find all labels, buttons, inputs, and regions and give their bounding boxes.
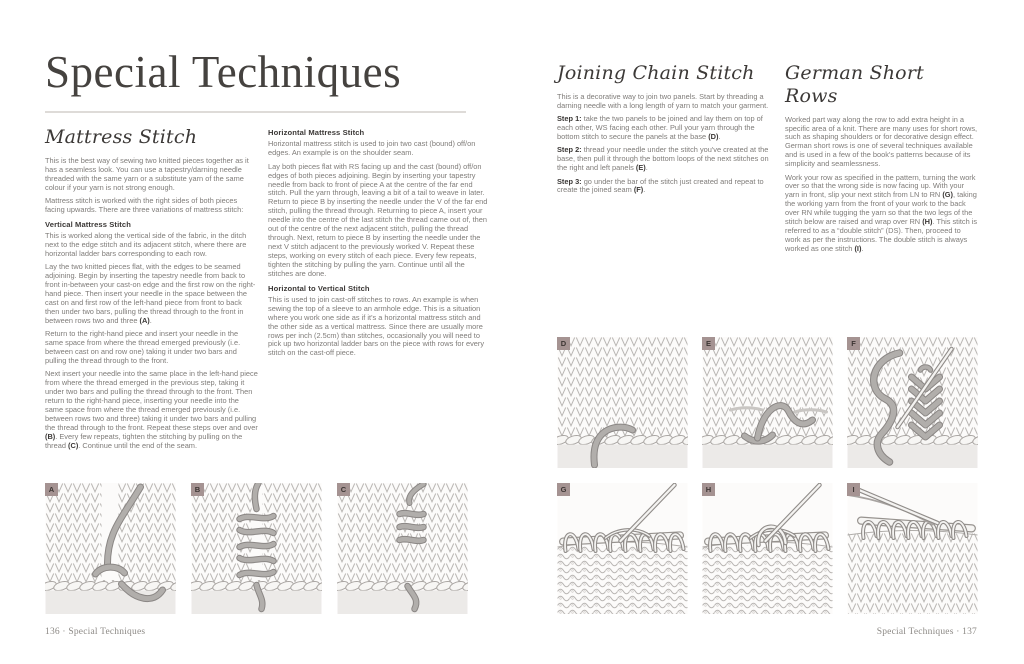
knitting-illustration-a	[45, 483, 176, 614]
footer-page-137: Special Techniques · 137	[876, 627, 977, 637]
paragraph: Worked part way along the row to add extra height in a specific area of a knit. There are many uses for short rows, such as shaping shoulders or for decorative design effect. German short rows is one of several techniques available and is used in a few of the book's patterns because of its simplicity and seamlessness.	[785, 114, 978, 169]
paragraph: Mattress stitch is worked with the right sides of both pieces facing upwards. There are three variations of mattress stitch:	[45, 195, 244, 214]
paragraph: This is the best way of sewing two knitted pieces together as it has a seamless look. You can use a tapestry/darning needle threaded with the same yarn or a substitute yarn of the same colour if your yarn is not strong enough.	[45, 155, 249, 192]
figure-e	[702, 337, 833, 468]
section-heading-german-short-rows: German Short Rows	[785, 62, 924, 107]
paragraph: Lay the two knitted pieces flat, with the edges to be seamed adjoining. Begin by inserting the tapestry needle from back to front in-between your cast-on edge and the first row on the right-hand piece. Then insert your needle in the space between the cast on and first row of the left-hand piece from front to back then under two bars, pulling the thread through to the front in between rows two and three (A).	[45, 262, 256, 325]
knitting-illustration-e	[702, 337, 833, 468]
column-horizontal-mattress	[268, 129, 488, 363]
subheading-horizontal-to-vertical-stitch: Horizontal to Vertical Stitch	[268, 283, 370, 293]
figure-label-d: D	[557, 337, 570, 350]
figure-label-e: E	[702, 337, 715, 350]
figure-c	[337, 483, 468, 614]
paragraph: This is worked along the vertical side of the fabric, in the ditch next to the edge stitch and its adjacent stitch, where there are horizontal ladder bars corresponding to each row.	[45, 231, 247, 258]
knitting-illustration-c	[337, 483, 468, 614]
figure-label-a: A	[45, 483, 58, 496]
figure-b	[191, 483, 322, 614]
figure-label-c: C	[337, 483, 350, 496]
column-mattress-stitch	[45, 126, 258, 455]
paragraph: This is used to join cast-off stitches to rows. An example is when sewing the top of a sleeve to an armhole edge. This is a situation where you work one side as if it's a horizontal mattress stitch and the other side as a vertical mattress. Since there are usually more rows per inch (2.5cm) than stitches, occasionally you will need to pick up two horizontal ladder bars on the piece with rows for every stitch on the cast-off piece.	[268, 294, 485, 358]
knitting-illustration-f	[847, 337, 978, 468]
paragraph: Return to the right-hand piece and insert your needle in the same space from where the thread emerged previously (i.e. between cast on and row one) taking it under two bars and pulling the thread through to the front.	[45, 329, 241, 365]
step-2: Step 2: thread your needle under the stitch you've created at the base, then pull it through the bottom loops of the next stitches on the right and left panels (E).	[557, 145, 769, 173]
knitting-illustration-g	[557, 483, 688, 614]
step-3: Step 3: go under the bar of the stitch just created and repeat to create the joined seam (F).	[557, 176, 764, 195]
figure-d	[557, 337, 688, 468]
title-rule	[45, 111, 466, 113]
figure-label-b: B	[191, 483, 204, 496]
paragraph: This is a decorative way to join two panels. Start by threading a darning needle with a long length of yarn to match your garment.	[557, 91, 769, 110]
knitting-illustration-b	[191, 483, 322, 614]
figure-label-g: G	[557, 483, 570, 496]
column-joining-chain-stitch	[557, 62, 773, 200]
figure-h	[702, 483, 833, 614]
subheading-vertical-mattress-stitch: Vertical Mattress Stitch	[45, 219, 131, 229]
page-title: Special Techniques	[45, 47, 402, 97]
knitting-illustration-h	[702, 483, 833, 614]
paragraph: Horizontal mattress stitch is used to join two cast (bound) off/on edges. An example is on the shoulder seam.	[268, 139, 476, 158]
section-heading-joining-chain-stitch: Joining Chain Stitch	[557, 62, 755, 84]
figure-label-i: I	[847, 483, 860, 496]
paragraph: Next insert your needle into the same place in the left-hand piece from where the thread emerged in the previous step, taking it under two bars and pulling the thread through to the front. Then return to the right-hand piece, inserting your needle into the same space from where the thread emerged previously (i.e. between rows two and three) taking it under two bars and pulling the thread through to the front. Repeat these steps over and over (B). Every few repeats, tighten the stitching by pulling on the thread (C). Continue until the end of the seam.	[45, 369, 258, 450]
figure-a	[45, 483, 176, 614]
figure-i	[847, 483, 978, 614]
step-1: Step 1: take the two panels to be joined and lay them on top of each other, WS facing each other. Pull your yarn through the bottom stitch to secure the panels at the base (D).	[557, 114, 763, 141]
knitting-illustration-i	[847, 483, 978, 614]
figure-label-f: F	[847, 337, 860, 350]
subheading-horizontal-mattress-stitch: Horizontal Mattress Stitch	[268, 128, 365, 137]
footer-page-136: 136 · Special Techniques	[45, 627, 146, 637]
paragraph: Work your row as specified in the pattern, turning the work over so that the wrong side is now facing up. With your yarn in front, slip your next stitch from LN to RN (G), taking the working yarn from the front of your work to the back over RN while tugging the yarn so that the two legs of the stitch below are raised and wrap over RN (H). This stitch is referred to as a “double stitch” (DS). Then, proceed to work as per the instructions. The double stitch is always worked as one stitch (I).	[785, 172, 978, 253]
figure-f	[847, 337, 978, 468]
figure-label-h: H	[702, 483, 715, 496]
section-heading-mattress-stitch: Mattress Stitch	[45, 126, 198, 148]
figure-g	[557, 483, 688, 614]
paragraph: Lay both pieces flat with RS facing up and the cast (bound) off/on edges of both pieces adjoining. Begin by inserting your tapestry needle from back to front of piece A at the centre of the far end stitch. Pull the yarn through, leaving a bit of a tail to weave in later. Return to piece B by inserting the needle under the V of the far end stitch, pulling the thread through. Returning to piece A, insert your needle into the centre of the last stitch the thread came out of, then out of the centre of the next adjacent stitch, pulling the thread through. Next, return to piece B by inserting the needle under the next V stitch adjacent to the previously worked V. Repeat these steps, working on every stitch of each piece. Every few repeats, tighten the stitching by pulling the yarn. Continue until all the stitches are done.	[268, 161, 488, 278]
knitting-illustration-d	[557, 337, 688, 468]
column-german-short-rows	[785, 62, 978, 258]
